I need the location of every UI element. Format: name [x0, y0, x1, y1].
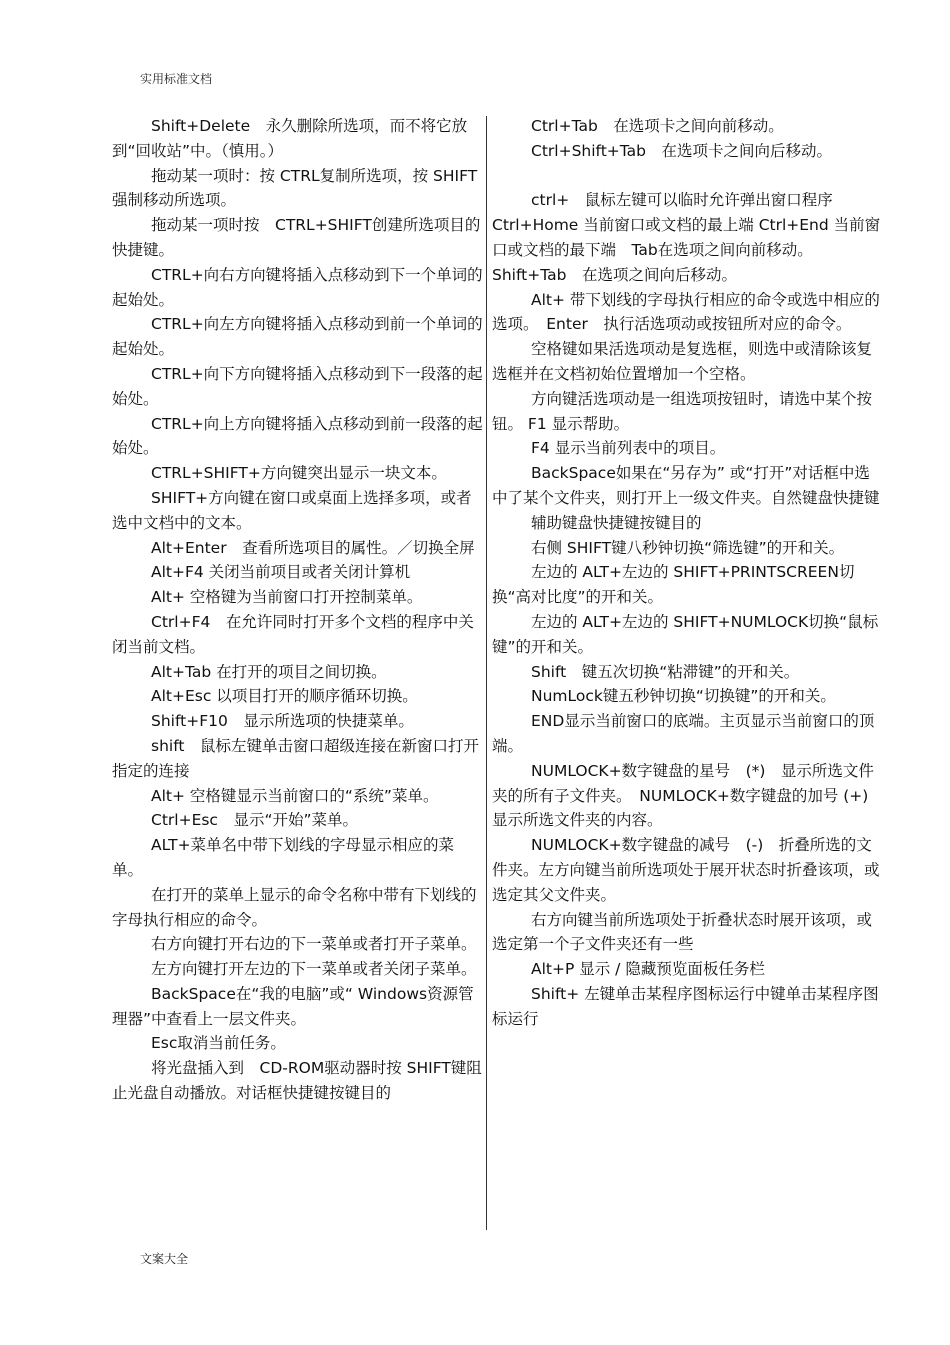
paragraph: CTRL+向右方向键将插入点移动到下一个单词的起始处。: [112, 265, 483, 309]
paragraph: Ctrl+Esc 显示“开始”菜单。: [151, 811, 359, 830]
paragraph: shift 鼠标左键单击窗口超级连接在新窗口打开指定的连接: [112, 736, 479, 780]
paragraph: Alt+P 显示 / 隐藏预览面板任务栏: [531, 960, 765, 979]
paragraph: 拖动某一项时按 CTRL+SHIFT创建所选项目的快捷键。: [112, 216, 481, 259]
paragraph: Alt+Esc 以项目打开的顺序循环切换。: [151, 687, 418, 706]
paragraph: NumLock键五秒钟切换“切换键”的开和关。: [531, 687, 836, 706]
paragraph: CTRL+SHIFT+方向键突出显示一块文本。: [151, 464, 447, 483]
paragraph: 右方向键打开右边的下一菜单或者打开子菜单。: [151, 935, 477, 954]
paragraph: CTRL+向上方向键将插入点移动到前一段落的起始处。: [112, 414, 483, 458]
paragraph: 空格键如果活选项动是复选框，则选中或清除该复选框并在文档初始位置增加一个空格。: [492, 340, 873, 383]
paragraph: ALT+菜单名中带下划线的字母显示相应的菜单。: [112, 836, 455, 879]
paragraph: Ctrl+F4 在允许同时打开多个文档的程序中关闭当前文档。: [112, 612, 474, 656]
paragraph: 左边的 ALT+左边的 SHIFT+PRINTSCREEN切换“高对比度”的开和关。: [492, 563, 855, 607]
paragraph: Shift+ 左键单击某程序图标运行中键单击某程序图标运行: [492, 984, 879, 1028]
paragraph: [492, 164, 884, 189]
paragraph: Esc取消当前任务。: [151, 1034, 286, 1053]
paragraph: 方向键活选项动是一组选项按钮时，请选中某个按钮。 F1 显示帮助。: [492, 389, 873, 433]
paragraph: BackSpace如果在“另存为” 或“打开”对话框中选中了某个文件夹，则打开上一级文件夹。自然键盘快捷键: [492, 464, 880, 507]
paragraph: Ctrl+Tab 在选项卡之间向前移动。: [531, 117, 784, 135]
paragraph: 拖动某一项时：按 CTRL复制所选项，按 SHIFT强制移动所选项。: [112, 166, 478, 210]
paragraph: 将光盘插入到 CD-ROM驱动器时按 SHIFT键阻止光盘自动播放。对话框快捷键按键目的: [112, 1059, 482, 1103]
paragraph: Alt+ 空格键为当前窗口打开控制菜单。: [151, 588, 423, 607]
paragraph: 左边的 ALT+左边的 SHIFT+NUMLOCK切换“鼠标键”的开和关。: [492, 612, 879, 656]
paragraph: Ctrl+Shift+Tab 在选项卡之间向后移动。: [531, 141, 833, 160]
paragraph: 在打开的菜单上显示的命令名称中带有下划线的字母执行相应的命令。: [112, 885, 477, 929]
paragraph: NUMLOCK+数字键盘的减号 (-) 折叠所选的文件夹。左方向键当前所选项处于展开状态时折叠该项，或选定其父文件夹。: [492, 836, 880, 904]
column-divider: [486, 116, 487, 1230]
paragraph: Alt+ 空格键显示当前窗口的“系统”菜单。: [151, 786, 439, 805]
left-column: [112, 114, 484, 1106]
paragraph: Shift 键五次切换“粘滞键”的开和关。: [531, 662, 800, 681]
page-header: 实用标准文档: [140, 72, 213, 86]
paragraph: Alt+Enter 查看所选项目的属性。／切换全屏: [151, 538, 475, 557]
paragraph: NUMLOCK+数字键盘的星号 (*) 显示所选文件夹的所有子文件夹。 NUMLOCK+数字键盘的加号 (+) 显示所选文件夹的内容。: [492, 761, 874, 830]
paragraph: 左方向键打开左边的下一菜单或者关闭子菜单。: [151, 960, 477, 979]
paragraph: Shift+Delete 永久删除所选项，而不将它放到“回收站”中。（慎用。）: [112, 117, 468, 160]
paragraph: Shift+F10 显示所选项的快捷菜单。: [151, 712, 414, 731]
right-column: [492, 114, 884, 1031]
paragraph: F4 显示当前列表中的项目。: [531, 439, 726, 458]
paragraph: END显示当前窗口的底端。主页显示当前窗口的顶端。: [492, 712, 875, 755]
paragraph: Alt+ 带下划线的字母执行相应的命令或选中相应的选项。 Enter 执行活选项动或按钮所对应的命令。: [492, 290, 880, 334]
paragraph: CTRL+向左方向键将插入点移动到前一个单词的起始处。: [112, 315, 483, 359]
page-footer: 文案大全: [140, 1252, 189, 1266]
paragraph: CTRL+向下方向键将插入点移动到下一段落的起始处。: [112, 364, 483, 408]
paragraph: SHIFT+方向键在窗口或桌面上选择多项，或者选中文档中的文本。: [112, 488, 472, 532]
paragraph: ctrl+ 鼠标左键可以临时允许弹出窗口程序 Ctrl+Home 当前窗口或文档的最上端 Ctrl+End 当前窗口或文档的最下端 Tab在选项之间向前移动。 Shift+Tab 在选项之间向后移动。: [492, 191, 881, 284]
paragraph: 右侧 SHIFT键八秒钟切换“筛选键”的开和关。: [531, 538, 845, 557]
paragraph: 辅助键盘快捷键按键目的: [531, 513, 702, 532]
paragraph: BackSpace在“我的电脑”或“ Windows资源管理器”中查看上一层文件夹。: [112, 984, 474, 1028]
paragraph: Alt+F4 关闭当前项目或者关闭计算机: [151, 563, 411, 582]
paragraph: Alt+Tab 在打开的项目之间切换。: [151, 662, 387, 681]
paragraph: 右方向键当前所选项处于折叠状态时展开该项，或选定第一个子文件夹还有一些: [492, 910, 873, 954]
